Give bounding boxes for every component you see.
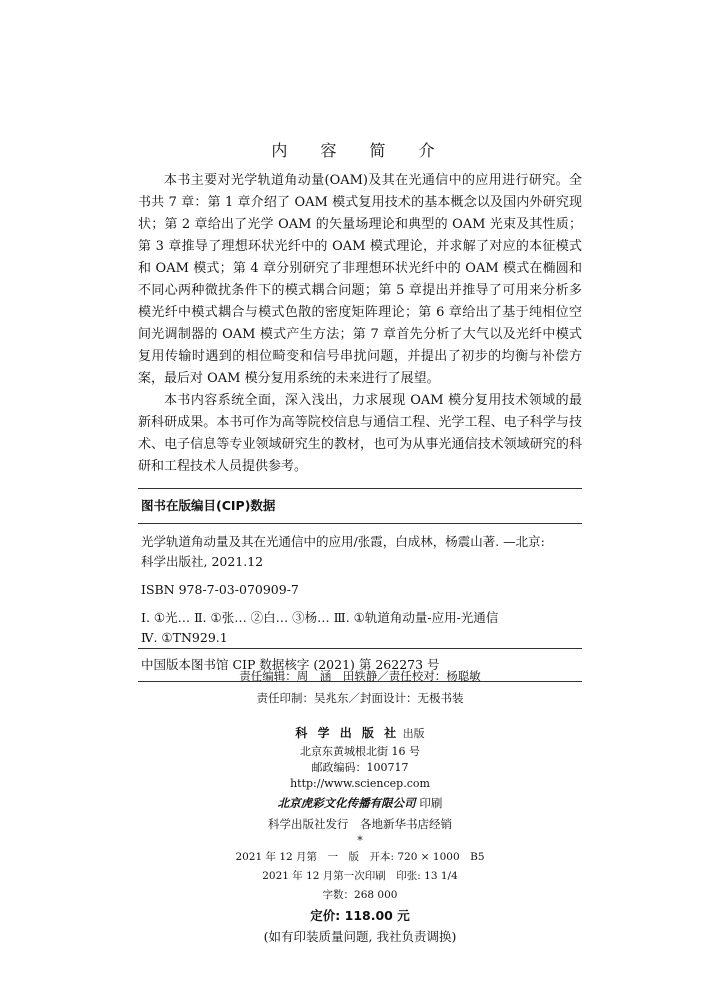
staff-credits: [0, 665, 720, 709]
publisher-postcode: 邮政编码：100717: [311, 761, 409, 774]
cip-book-line-1: 光学轨道角动量及其在光通信中的应用/张霞，白成林，杨震山著. —北京:: [141, 534, 545, 549]
section-title: 内 容 简 介: [271, 141, 449, 160]
staff-line-1: 责任编辑：周 涵 田轶静／责任校对：杨聪敏: [239, 669, 481, 683]
publisher-name-row: [0, 722, 720, 744]
separator-star: *: [357, 834, 363, 847]
price: 定价: 118.00 元: [310, 908, 410, 923]
printer-suffix: 印刷: [415, 796, 443, 810]
cip-middle-rule: [138, 648, 582, 649]
summary-paragraph-2: 本书内容系统全面，深入浅出，力求展现 OAM 模分复用技术领域的最新科研成果。本书可作为高等院校信息与通信工程、光学工程、电子科学与技术、电子信息等专业领域研究生的教材，也可为从事光通信技术领域研究的科研和工程技术人员提供参考。: [138, 393, 582, 474]
cip-top-rule: [138, 488, 582, 489]
cip-heading: 图书在版编目(CIP)数据: [141, 498, 276, 513]
summary-paragraph-1: 本书主要对光学轨道角动量(OAM)及其在光通信中的应用进行研究。全书共 7 章：第 1 章介绍了 OAM 模式复用技术的基本概念以及国内外研究现状；第 2 章给出了光学 OAM 的矢量场理论和典型的 OAM 光束及其性质；第 3 章推导了理想环状光纤中的 OAM 模式理论，并求解了对应的本征模式和 OAM 模式；第 4 章分别研究了非理想环状光纤中的 OAM 模式在椭圆和不同心两种微扰条件下的模式耦合问题；第 5 章提出并推导了可用来分析多模光纤中模式耦合与模式色散的密度矩阵理论；第 6 章给出了基于纯相位空间光调制器的 OAM 模式产生方法；第 7 章首先分析了大气以及光纤中模式复用传输时遇到的相位畸变和信号串扰问题，并提出了初步的均衡与补偿方案，最后对 OAM 模分复用系统的未来进行了展望。: [138, 173, 582, 386]
publisher-name: 科 学 出 版 社: [295, 726, 400, 740]
distribution-line: 科学出版社发行 各地新华书店经销: [268, 817, 452, 831]
printer-name: 北京虎彩文化传播有限公司: [277, 796, 416, 810]
cip-block: [138, 488, 582, 682]
publisher-block: [0, 722, 720, 947]
cip-class-line-1: Ⅰ. ①光… Ⅱ. ①张… ②白… ③杨… Ⅲ. ①轨道角动量-应用-光通信: [141, 610, 499, 625]
cip-class-line-2: Ⅳ. ①TN929.1: [141, 630, 228, 645]
quality-note: (如有印装质量问题, 我社负责调换): [263, 929, 457, 944]
publisher-address: 北京东黄城根北街 16 号: [300, 745, 420, 758]
edition-line-1: 2021 年 12 月第 一 版 开本: 720 × 1000 B5: [235, 851, 485, 863]
edition-line-2: 2021 年 12 月第一次印刷 印张: 13 1/4: [262, 870, 458, 882]
staff-line-2: 责任印制：吴兆东／封面设计：无极书装: [256, 691, 464, 705]
cip-isbn: ISBN 978-7-03-070909-7: [141, 582, 299, 597]
book-summary: [138, 170, 582, 478]
publisher-name-suffix: 出版: [399, 727, 425, 740]
cip-center-line: 中国版本图书馆 CIP 数据核字 (2021) 第 262273 号: [141, 657, 440, 672]
word-count: 字数：268 000: [322, 889, 398, 901]
publisher-url: http://www.sciencep.com: [290, 777, 430, 790]
cip-book-line-2: 科学出版社, 2021.12: [141, 554, 264, 569]
printer-row: [0, 792, 720, 814]
